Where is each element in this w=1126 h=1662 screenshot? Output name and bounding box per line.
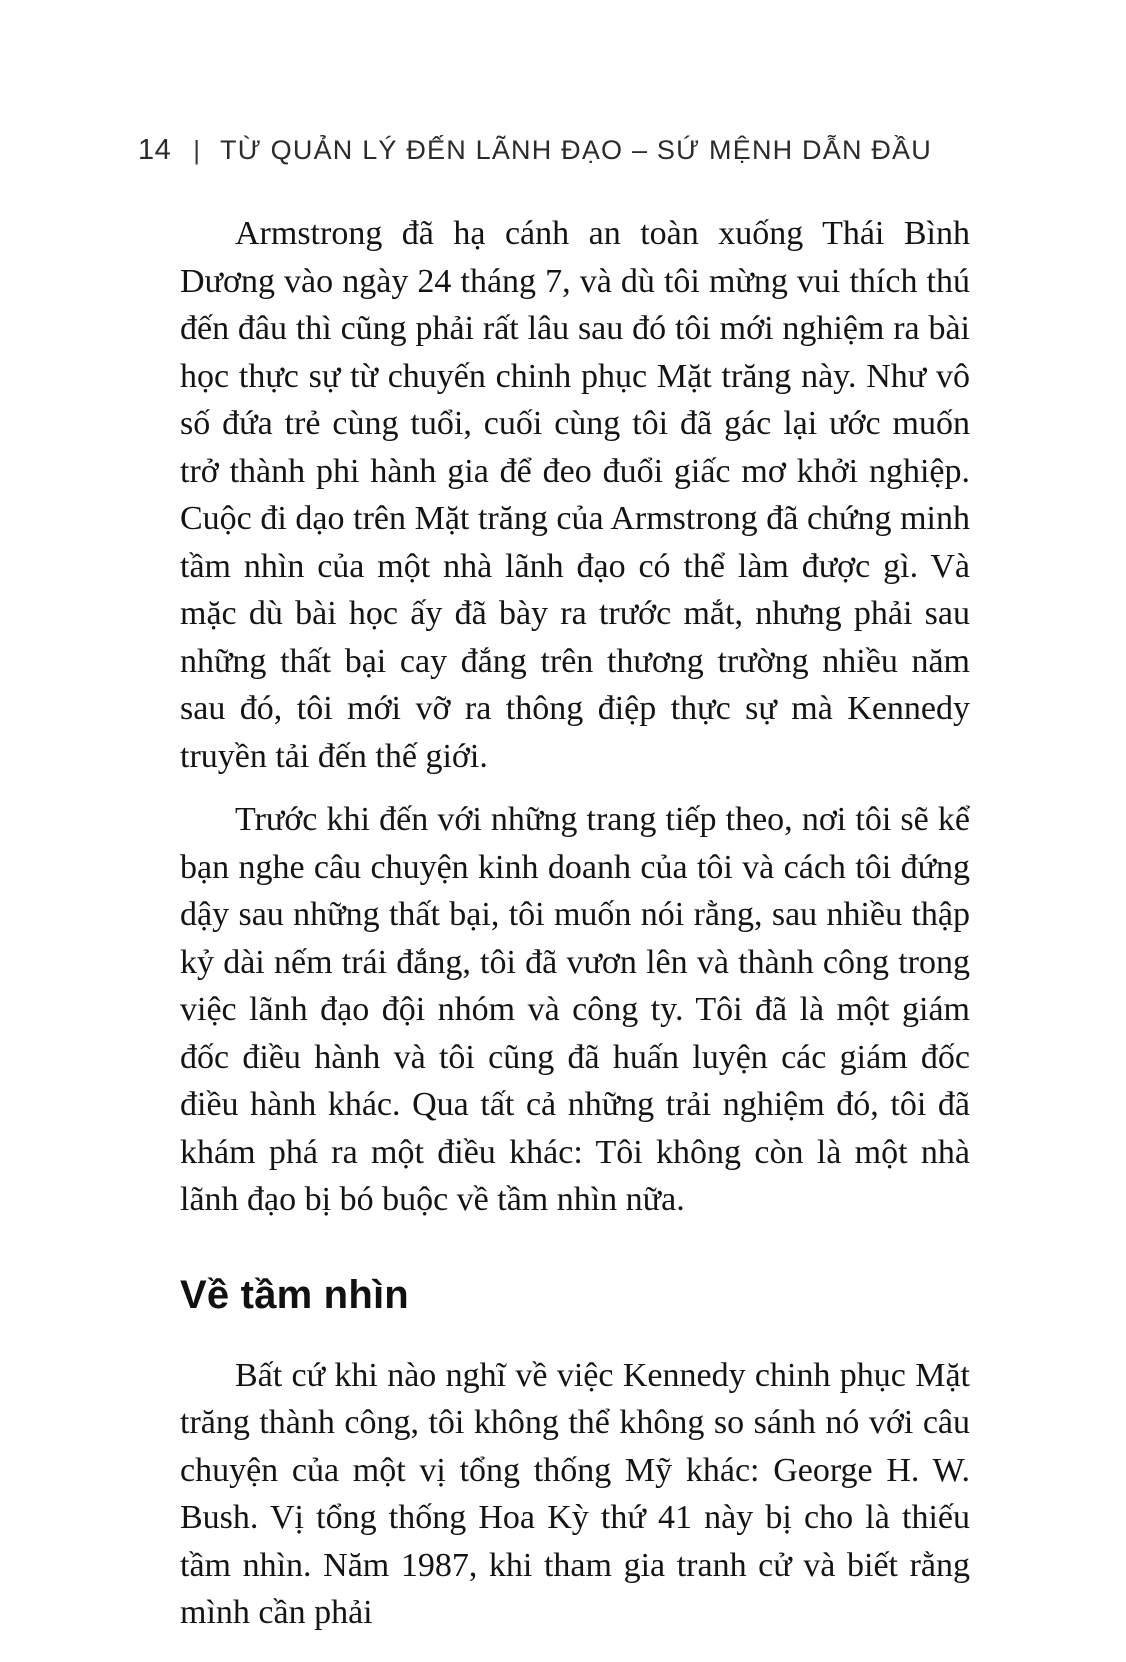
paragraph: Bất cứ khi nào nghĩ về việc Kennedy chinh phục Mặt trăng thành công, tôi không thể không so sánh nó với câu chuyện của một vị tổng thống Mỹ khác: George H. W. Bush. Vị tổng thống Hoa Kỳ thứ 41 này bị cho là thiếu tầm nhìn. Năm 1987, khi tham gia tranh cử và biết rằng mình cần phải [180, 1356, 970, 1631]
paragraph: Trước khi đến với những trang tiếp theo, nơi tôi sẽ kể bạn nghe câu chuyện kinh doanh của tôi và cách tôi đứng dậy sau những thất bại, tôi muốn nói rằng, sau nhiều thập kỷ dài nếm trái đắng, tôi đã vươn lên và thành công trong việc lãnh đạo đội nhóm và công ty. Tôi đã là một giám đốc điều hành và tôi cũng đã huấn luyện các giám đốc điều hành khác. Qua tất cả những trải nghiệm đó, tôi đã khám phá ra một điều khác: Tôi không còn là một nhà lãnh đạo bị bó buộc về tầm nhìn nữa. [180, 801, 970, 1218]
text-column [180, 210, 970, 1653]
section-heading: Về tầm nhìn [180, 1272, 409, 1317]
paragraph: Armstrong đã hạ cánh an toàn xuống Thái Bình Dương vào ngày 24 tháng 7, và dù tôi mừng vui thích thú đến đâu thì cũng phải rất lâu sau đó tôi mới nghiệm ra bài học thực sự từ chuyến chinh phục Mặt trăng này. Như vô số đứa trẻ cùng tuổi, cuối cùng tôi đã gác lại ước muốn trở thành phi hành gia để đeo đuổi giấc mơ khởi nghiệp. Cuộc đi dạo trên Mặt trăng của Armstrong đã chứng minh tầm nhìn của một nhà lãnh đạo có thể làm được gì. Và mặc dù bài học ấy đã bày ra trước mắt, nhưng phải sau những thất bại cay đắng trên thương trường nhiều năm sau đó, tôi mới vỡ ra thông điệp thực sự mà Kennedy truyền tải đến thế giới. [180, 215, 970, 775]
running-header [138, 134, 1006, 167]
book-title: TỪ QUẢN LÝ ĐẾN LÃNH ĐẠO – SỨ MỆNH DẪN ĐẦU [220, 135, 932, 165]
header-separator: | [193, 135, 201, 165]
page-number: 14 [138, 134, 172, 166]
